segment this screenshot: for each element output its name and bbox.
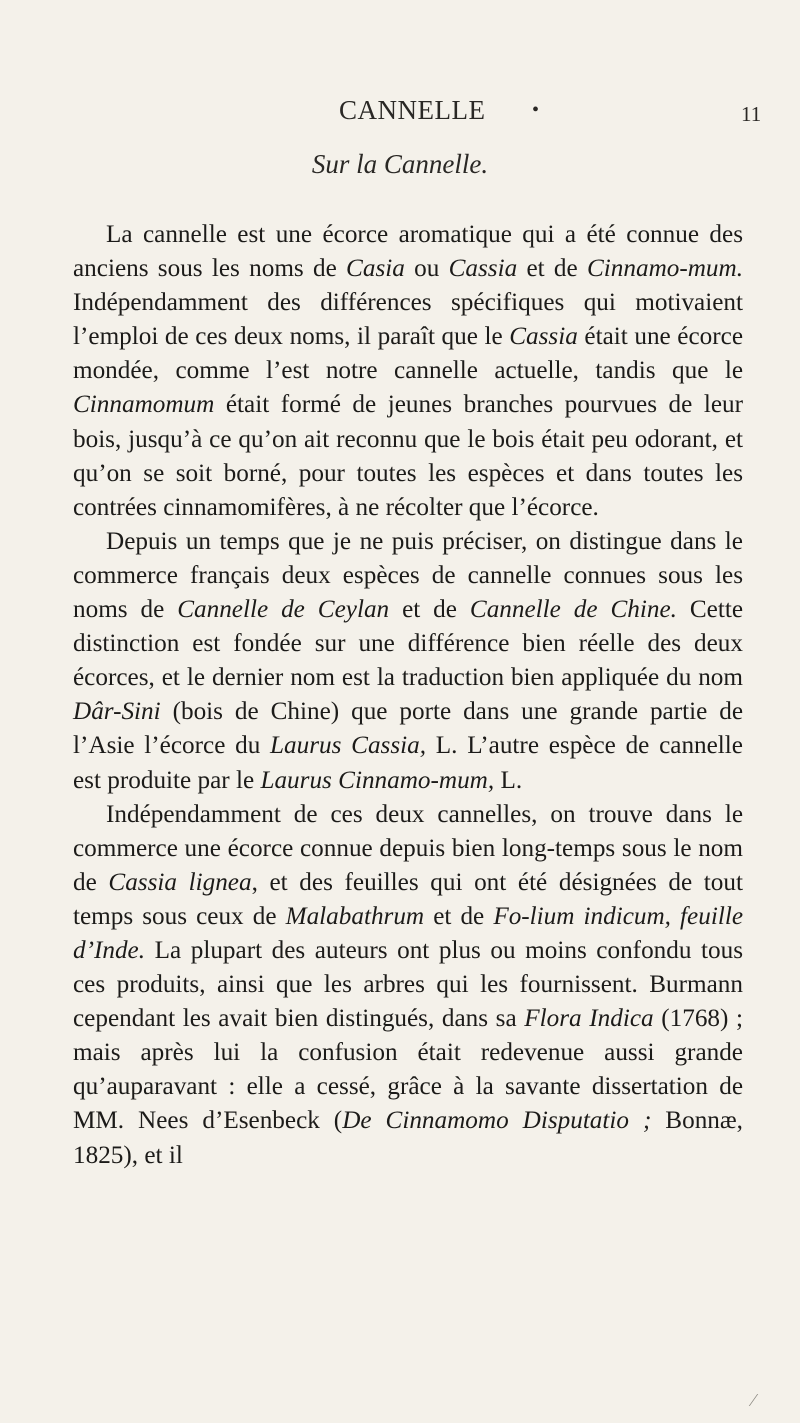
body-text [73,218,743,1173]
italic-run: Cassia lignea [108,868,252,896]
running-header [0,95,800,135]
italic-run: Cinnamo-mum. [586,255,744,283]
text-run: ou [404,255,449,283]
page-number: 11 [741,102,762,126]
text-run: et de [389,596,470,624]
italic-run: Laurus Cinnamo-mum, [260,766,495,794]
italic-run: Malabathrum [285,902,425,930]
italic-run: Casia [346,255,405,283]
text-run: (bois de Chine) que porte dans une grande partie de l’Asie l’écorce du [73,698,743,760]
paragraph [73,798,743,1173]
paragraph [73,218,743,525]
text-run: et de [424,902,494,930]
text-run: (1768) ; mais après lui la confusion était redevenue aussi grande qu’auparavant : elle a cessé, grâce à la savante dissertation de MM. Nees d’Esenbeck ( [73,1005,743,1135]
italic-run: Cannelle de Ceylan [177,596,390,624]
running-title: CANNELLE [339,95,486,125]
text-run: La cannelle est une écorce aromatique qui a été connue des anciens sous les noms de [73,221,743,283]
text-run: Indépendamment des différences spécifiques qui motivaient l’emploi de ces deux noms, il paraît que le [73,289,743,351]
text-run: était une écorce mondée, comme l’est notre cannelle actuelle, tandis que le [73,323,743,385]
italic-run: Flora Indica [524,1005,654,1033]
italic-run: Dâr-Sini [73,698,161,726]
italic-run: Laurus Cassia, [270,732,427,760]
paragraph [73,525,743,798]
italic-run: Cassia [448,255,518,283]
text-run: , et des feuilles qui ont été désignées de tout temps sous ceux de [73,868,743,930]
italic-run: De Cinnamomo Disputatio ; [342,1107,652,1135]
italic-run: Cinnamomum [73,391,215,419]
text-run: Cette distinction est fondée sur une différence bien réelle des deux écorces, et le dernier nom est la traduction bien appliquée du nom [73,596,744,692]
text-run: Indépendamment de ces deux cannelles, on trouve dans le commerce une écorce connue depuis bien long-temps sous le nom de [73,800,743,896]
text-run: était formé de jeunes branches pourvues de leur bois, jusqu’à ce qu’on ait reconnu que le bois était peu odorant, et qu’on se soit borné, pour toutes les espèces et dans toutes les contrées cinnamomifères, à ne récolter que l’écorce. [73,391,743,521]
italic-run: Cassia [509,323,578,351]
text-run: Depuis un temps que je ne puis préciser, on distingue dans le commerce français deux espèces de cannelle connues sous les noms de [73,527,743,624]
header-bullet-mark: • [532,99,540,121]
italic-run: Fo-lium indicum, feuille d’Inde. [73,902,743,964]
text-run: L. L’autre espèce de cannelle est produite par le [73,732,743,794]
text-run: Bonnæ, 1825), et il [73,1107,743,1169]
italic-run: Cannelle de Chine. [469,596,677,624]
text-run: La plupart des auteurs ont plus ou moins confondu tous ces produits, ainsi que les arbres qui les fournissent. Burmann cependant les avait bien distingués, dans sa [73,936,743,1033]
page-corner-mark: ⁄ [752,1390,756,1410]
text-run: L. [494,766,523,794]
section-title: Sur la Cannelle. [311,149,489,179]
text-run: et de [517,255,587,283]
